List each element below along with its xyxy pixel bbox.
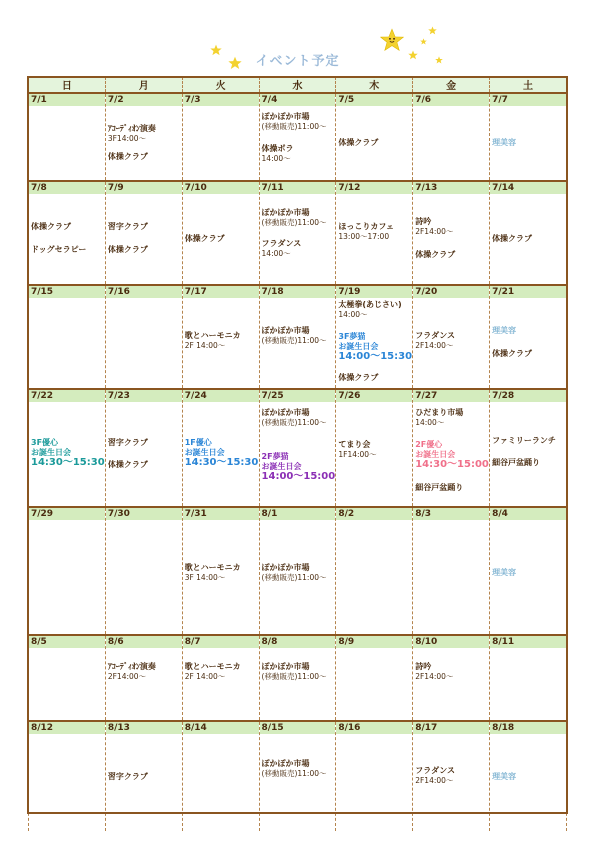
day-cell [29,507,106,635]
star-icon [408,50,418,60]
event-title: フラダンス [415,766,455,775]
event-title: ひだまり市場 [415,408,464,417]
event-title: 体操クラブ [107,460,148,469]
day-cell [490,635,567,721]
day-cell [29,285,106,389]
event-detail: 2F14:00～ [107,672,147,681]
event-title: 体操クラブ [338,373,379,382]
event-item [415,766,488,786]
date-label: 7/6 [413,94,489,106]
event-item [415,331,488,351]
day-cell [336,181,413,285]
day-cell [182,507,259,635]
event-item [185,563,258,583]
event-title: 理美容 [492,326,517,335]
event-detail: 2F 14:00～ [184,341,226,350]
event-detail: (移動販売)11:00～ [261,218,327,227]
date-label: 7/18 [260,286,336,298]
date-label: 7/31 [183,508,259,520]
event-detail: (移動販売)11:00～ [261,769,327,778]
event-item [262,662,335,682]
date-label: 7/19 [336,286,412,298]
event-title: 歌とハーモニカ [184,662,241,671]
day-cell [182,635,259,721]
date-label: 8/3 [413,508,489,520]
event-item [415,250,488,260]
event-item [108,460,181,470]
date-label: 7/21 [490,286,566,298]
event-item [338,300,411,320]
event-item [415,408,488,428]
date-label: 7/23 [106,390,182,402]
day-cell [413,507,490,635]
event-title: 体操クラブ [31,222,71,231]
event-time: 14:30～15:30 [184,457,259,468]
event-detail: 14:00～ [338,310,368,319]
date-label: 7/20 [413,286,489,298]
event-item [108,222,181,232]
event-title: 詩吟 [415,217,432,226]
event-title: 1F優心 [184,438,212,447]
event-item [185,662,258,682]
date-label: 7/3 [183,94,259,106]
event-detail: 2F14:00～ [415,672,454,681]
date-label: 8/10 [413,636,489,648]
date-label: 7/16 [106,286,182,298]
event-title: 歌とハーモニカ [184,563,241,572]
event-item [108,662,181,682]
date-label: 8/7 [183,636,259,648]
event-item [492,234,565,244]
date-label: 7/13 [413,182,489,194]
weekday-header-row [29,77,567,93]
event-item [31,245,104,255]
date-label: 7/25 [260,390,336,402]
event-item [262,563,335,583]
week-row [29,285,567,389]
event-item [185,438,258,468]
day-cell [182,93,259,181]
day-cell [29,389,106,507]
day-cell [413,721,490,831]
event-detail: 1F14:00～ [338,450,377,459]
date-label: 7/1 [29,94,105,106]
event-title: 体操クラブ [107,152,148,161]
event-title: ぽかぽか市場 [261,326,310,335]
date-label: 8/8 [260,636,336,648]
event-item [415,483,488,493]
event-title: ぽかぽか市場 [261,112,310,121]
event-title: 習字クラブ [107,222,148,231]
event-item [108,152,181,162]
date-label: 8/4 [490,508,566,520]
event-item [338,332,411,362]
week-row [29,93,567,181]
event-title: てまり会 [338,440,371,449]
event-title: ドッグセラピー [31,245,87,254]
smiling-star-icon [380,28,404,52]
event-title: 体操クラブ [492,349,533,358]
weekday-thu: 木 [336,77,413,93]
event-detail: (移動販売)11:00～ [261,122,327,131]
day-cell [413,181,490,285]
weekday-tue: 火 [182,77,259,93]
date-label: 7/30 [106,508,182,520]
event-item [108,772,181,782]
date-label: 8/2 [336,508,412,520]
week-row [29,181,567,285]
date-label: 8/11 [490,636,566,648]
day-cell [182,181,259,285]
event-title: 3F夢猫 [338,332,366,341]
date-label: 8/1 [260,508,336,520]
day-cell [105,721,182,831]
event-title: 体操クラブ [492,234,533,243]
date-label: 8/9 [336,636,412,648]
date-label: 7/8 [29,182,105,194]
day-cell [29,721,106,831]
event-subtitle: お誕生日会 [338,342,379,351]
event-detail: 14:00～ [415,418,445,427]
week-row [29,389,567,507]
event-title: フラダンス [415,331,455,340]
date-label: 8/13 [106,722,182,734]
event-subtitle: お誕生日会 [31,448,71,457]
event-item [262,208,335,228]
event-detail: 2F14:00～ [415,341,454,350]
day-cell [413,389,490,507]
date-label: 7/29 [29,508,105,520]
weekday-sun: 日 [29,77,106,93]
week-row [29,635,567,721]
day-cell [259,635,336,721]
event-title: ファミリーランチ [492,436,556,445]
date-label: 8/16 [336,722,412,734]
star-icon [435,56,443,64]
event-time: 14:00～15:30 [338,351,413,362]
date-label: 8/17 [413,722,489,734]
day-cell [336,389,413,507]
date-label: 7/14 [490,182,566,194]
day-cell [105,285,182,389]
event-detail: (移動販売)11:00～ [261,418,327,427]
event-detail: 2F14:00～ [415,776,454,785]
event-title: フラダンス [261,239,302,248]
event-time: 14:00～15:00 [261,471,336,482]
day-cell [336,507,413,635]
event-item [31,438,104,468]
day-cell [490,507,567,635]
day-cell [29,181,106,285]
header [0,36,595,76]
event-item [492,458,565,468]
event-title: ほっこりカフェ [338,222,394,231]
day-cell [259,93,336,181]
calendar-table [28,77,567,831]
day-cell [259,181,336,285]
day-cell [105,507,182,635]
day-cell [29,93,106,181]
week-row [29,507,567,635]
day-cell [490,721,567,831]
event-title: ぽかぽか市場 [261,563,310,572]
event-title: ｱｺｰﾃﾞｨｵﾝ演奏 [107,662,156,671]
event-subtitle: お誕生日会 [184,448,225,457]
date-label: 7/15 [29,286,105,298]
day-cell [259,721,336,831]
event-detail: 14:00～ [261,249,291,258]
week-row [29,721,567,831]
event-subtitle: お誕生日会 [415,450,456,459]
weekday-sat: 土 [490,77,567,93]
event-detail: (移動販売)11:00～ [261,336,327,345]
day-cell [490,93,567,181]
date-label: 7/22 [29,390,105,402]
star-icon [420,38,427,45]
event-item [262,239,335,259]
event-title: 体操クラブ [184,234,225,243]
event-item [185,331,258,351]
day-cell [105,181,182,285]
day-cell [105,389,182,507]
event-title: 理美容 [492,772,517,781]
event-title: 2F夢猫 [261,452,289,461]
event-item [338,138,411,148]
event-item [185,234,258,244]
day-cell [259,389,336,507]
page-title: イベント予定 [255,54,340,69]
event-title: 太極拳(あじさい) [338,300,402,309]
event-title: 体操クラブ [338,138,379,147]
day-cell [336,285,413,389]
event-title: 体操ボラ [261,144,294,153]
event-title: 細谷戸盆踊り [492,458,541,467]
event-title: ぽかぽか市場 [261,208,310,217]
day-cell [490,285,567,389]
date-label: 7/4 [260,94,336,106]
date-label: 7/5 [336,94,412,106]
day-cell [336,721,413,831]
event-title: ぽかぽか市場 [261,662,310,671]
day-cell [259,285,336,389]
event-item [492,138,565,148]
event-item [338,373,411,383]
day-cell [105,93,182,181]
day-cell [182,721,259,831]
event-detail: 3F14:00～ [107,134,147,143]
event-time: 14:30～15:00 [415,459,489,470]
event-item [108,124,181,144]
event-item [262,326,335,346]
event-detail: (移動販売)11:00～ [261,573,327,582]
event-detail: 3F 14:00～ [184,573,226,582]
event-item [492,349,565,359]
day-cell [182,389,259,507]
event-detail: 14:00～ [261,154,291,163]
event-detail: 2F14:00～ [415,227,454,236]
event-title: 歌とハーモニカ [184,331,241,340]
event-title: 3F優心 [31,438,59,447]
date-label: 8/12 [29,722,105,734]
date-label: 8/18 [490,722,566,734]
event-title: 細谷戸盆踊り [415,483,464,492]
day-cell [413,635,490,721]
event-item [262,112,335,132]
event-item [108,245,181,255]
event-title: ｱｺｰﾃﾞｨｵﾝ演奏 [107,124,156,133]
event-title: 2F優心 [415,440,443,449]
event-title: 体操クラブ [415,250,456,259]
date-label: 7/26 [336,390,412,402]
date-label: 8/14 [183,722,259,734]
date-label: 7/27 [413,390,489,402]
day-cell [490,181,567,285]
date-label: 7/17 [183,286,259,298]
event-title: 理美容 [492,138,517,147]
day-cell [29,635,106,721]
event-item [492,436,565,446]
event-item [262,452,335,482]
date-label: 7/7 [490,94,566,106]
event-item [262,759,335,779]
day-cell [259,507,336,635]
event-item [415,440,488,470]
event-time: 14:30～15:30 [31,457,105,468]
event-title: ぽかぽか市場 [261,759,310,768]
event-title: ぽかぽか市場 [261,408,310,417]
event-subtitle: お誕生日会 [261,462,302,471]
date-label: 7/24 [183,390,259,402]
event-detail: (移動販売)11:00～ [261,672,327,681]
date-label: 8/5 [29,636,105,648]
day-cell [413,93,490,181]
event-title: 習字クラブ [107,438,148,447]
day-cell [105,635,182,721]
event-item [492,568,565,578]
event-item [108,438,181,448]
date-label: 7/10 [183,182,259,194]
date-label: 8/6 [106,636,182,648]
event-detail: 2F 14:00～ [184,672,226,681]
day-cell [490,389,567,507]
date-label: 7/2 [106,94,182,106]
event-item [338,222,411,242]
date-label: 7/12 [336,182,412,194]
weekday-wed: 水 [259,77,336,93]
weekday-mon: 月 [105,77,182,93]
event-item [415,217,488,237]
date-label: 7/11 [260,182,336,194]
day-cell [182,285,259,389]
event-title: 習字クラブ [107,772,148,781]
event-item [262,408,335,428]
event-item [262,144,335,164]
event-title: 体操クラブ [107,245,148,254]
event-detail: 13:00～17:00 [338,232,390,241]
star-icon [428,26,437,35]
day-cell [336,93,413,181]
weekday-fri: 金 [413,77,490,93]
event-item [492,772,565,782]
date-label: 8/15 [260,722,336,734]
date-label: 7/28 [490,390,566,402]
event-item [415,662,488,682]
event-item [338,440,411,460]
date-label: 7/9 [106,182,182,194]
day-cell [413,285,490,389]
event-title: 詩吟 [415,662,432,671]
event-title: 理美容 [492,568,517,577]
day-cell [336,635,413,721]
event-item [492,326,565,336]
event-item [31,222,104,232]
